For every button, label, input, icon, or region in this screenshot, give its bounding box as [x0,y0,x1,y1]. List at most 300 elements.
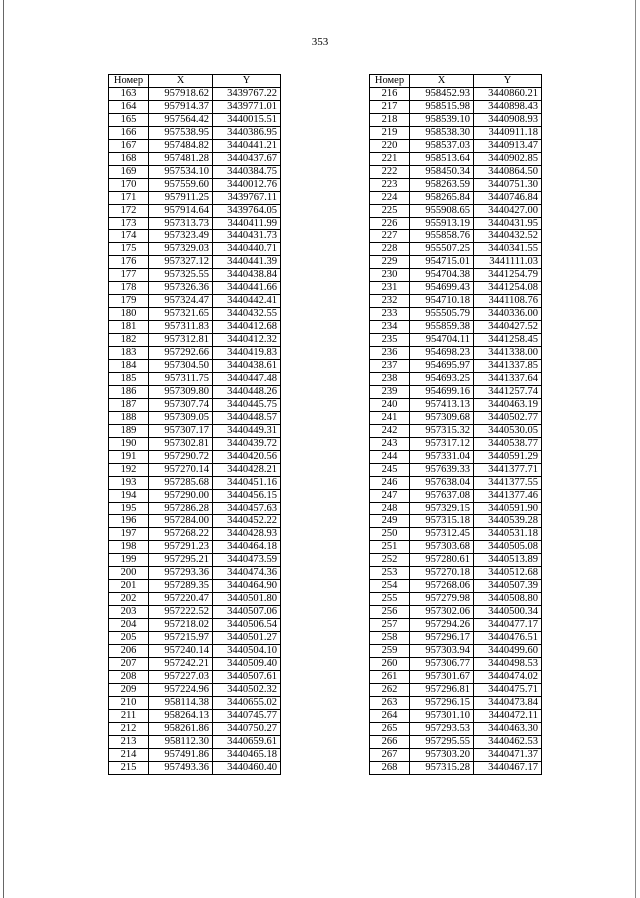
cell-x: 958537.03 [410,139,474,152]
cell-y: 3440384.75 [213,165,281,178]
cell-y: 3440507.61 [213,670,281,683]
cell-y: 3440476.51 [474,632,542,645]
table-row [370,282,542,295]
cell-number: 245 [370,463,410,476]
table-row [370,606,542,619]
cell-y: 3440750.27 [213,722,281,735]
cell-number: 189 [109,424,149,437]
cell-x: 957279.98 [410,593,474,606]
cell-number: 218 [370,113,410,126]
cell-number: 185 [109,372,149,385]
table-row [109,580,281,593]
table-row [370,334,542,347]
cell-x: 957911.25 [149,191,213,204]
table-row [109,113,281,126]
cell-number: 227 [370,230,410,243]
cell-number: 173 [109,217,149,230]
cell-x: 954699.43 [410,282,474,295]
cell-x: 957304.50 [149,360,213,373]
cell-x: 957227.03 [149,670,213,683]
table-row [109,230,281,243]
table-row [370,528,542,541]
table-row [109,722,281,735]
table-row [370,191,542,204]
cell-x: 958265.84 [410,191,474,204]
cell-number: 230 [370,269,410,282]
cell-y: 3440472.11 [474,709,542,722]
cell-x: 958264.13 [149,709,213,722]
cell-y: 3440015.51 [213,113,281,126]
coordinates-table-right [369,74,542,775]
cell-number: 215 [109,761,149,774]
cell-y: 3440431.73 [213,230,281,243]
cell-number: 191 [109,450,149,463]
table-row [109,437,281,450]
cell-number: 197 [109,528,149,541]
cell-x: 957313.73 [149,217,213,230]
cell-x: 957295.21 [149,554,213,567]
table-row [370,683,542,696]
table-row [109,735,281,748]
cell-x: 957302.06 [410,606,474,619]
cell-y: 3440531.18 [474,528,542,541]
cell-x: 957268.06 [410,580,474,593]
cell-y: 3440505.08 [474,541,542,554]
cell-y: 3440411.99 [213,217,281,230]
cell-number: 226 [370,217,410,230]
cell-number: 214 [109,748,149,761]
table-row [109,217,281,230]
cell-x: 957296.15 [410,696,474,709]
cell-number: 252 [370,554,410,567]
cell-y: 3441377.71 [474,463,542,476]
cell-x: 957317.12 [410,437,474,450]
table-row [109,709,281,722]
cell-number: 207 [109,657,149,670]
cell-x: 957268.22 [149,528,213,541]
cell-number: 211 [109,709,149,722]
cell-x: 958515.98 [410,100,474,113]
cell-y: 3440508.80 [474,593,542,606]
table-row [370,256,542,269]
cell-x: 955507.25 [410,243,474,256]
table-row [109,295,281,308]
cell-y: 3440501.80 [213,593,281,606]
cell-y: 3440908.93 [474,113,542,126]
cell-number: 249 [370,515,410,528]
cell-x: 955908.65 [410,204,474,217]
cell-number: 247 [370,489,410,502]
cell-number: 236 [370,347,410,360]
cell-x: 958263.59 [410,178,474,191]
cell-number: 253 [370,567,410,580]
cell-x: 955505.79 [410,308,474,321]
table-row [109,100,281,113]
cell-y: 3440591.90 [474,502,542,515]
cell-y: 3440438.84 [213,269,281,282]
cell-x: 957218.02 [149,619,213,632]
cell-number: 163 [109,88,149,101]
cell-number: 223 [370,178,410,191]
cell-number: 262 [370,683,410,696]
cell-number: 222 [370,165,410,178]
cell-y: 3440412.68 [213,321,281,334]
cell-number: 224 [370,191,410,204]
cell-number: 200 [109,567,149,580]
cell-x: 957220.47 [149,593,213,606]
cell-y: 3440745.77 [213,709,281,722]
cell-y: 3440477.17 [474,619,542,632]
cell-x: 957291.23 [149,541,213,554]
cell-number: 267 [370,748,410,761]
table-row [370,347,542,360]
table-row [370,424,542,437]
cell-x: 957290.72 [149,450,213,463]
cell-y: 3440591.29 [474,450,542,463]
table-row [109,243,281,256]
table-row [109,165,281,178]
cell-x: 957309.68 [410,411,474,424]
cell-x: 957303.68 [410,541,474,554]
table-row [109,88,281,101]
table-row [109,528,281,541]
cell-x: 958114.38 [149,696,213,709]
cell-y: 3441254.08 [474,282,542,295]
table-row [370,243,542,256]
cell-number: 196 [109,515,149,528]
cell-y: 3440898.43 [474,100,542,113]
cell-number: 259 [370,644,410,657]
cell-x: 957331.04 [410,450,474,463]
cell-y: 3441338.00 [474,347,542,360]
cell-y: 3440336.00 [474,308,542,321]
table-row [109,657,281,670]
table-row [370,632,542,645]
cell-number: 168 [109,152,149,165]
table-row [109,139,281,152]
cell-y: 3440860.21 [474,88,542,101]
cell-number: 229 [370,256,410,269]
cell-y: 3440512.68 [474,567,542,580]
table-row [370,463,542,476]
cell-y: 3440507.06 [213,606,281,619]
table-row [109,567,281,580]
cell-y: 3440449.31 [213,424,281,437]
cell-x: 957481.28 [149,152,213,165]
cell-x: 957303.94 [410,644,474,657]
table-row [370,502,542,515]
header-x: X [410,75,474,88]
cell-number: 167 [109,139,149,152]
table-row [370,709,542,722]
table-row [109,476,281,489]
cell-y: 3440457.63 [213,502,281,515]
cell-y: 3440456.15 [213,489,281,502]
cell-number: 237 [370,360,410,373]
table-row [370,593,542,606]
table-row [109,204,281,217]
cell-number: 190 [109,437,149,450]
table-header-row [370,75,542,88]
cell-y: 3440452.22 [213,515,281,528]
table-row [109,152,281,165]
cell-y: 3440447.48 [213,372,281,385]
table-row [109,489,281,502]
table-row [109,178,281,191]
cell-x: 957290.00 [149,489,213,502]
cell-x: 958112.30 [149,735,213,748]
table-row [370,230,542,243]
cell-x: 957413.13 [410,398,474,411]
cell-number: 219 [370,126,410,139]
table-row [370,580,542,593]
cell-x: 957323.49 [149,230,213,243]
cell-y: 3440538.77 [474,437,542,450]
cell-x: 958452.93 [410,88,474,101]
cell-number: 268 [370,761,410,774]
table-row [109,761,281,774]
table-row [109,334,281,347]
cell-y: 3440504.10 [213,644,281,657]
cell-y: 3440431.95 [474,217,542,230]
cell-x: 957918.62 [149,88,213,101]
table-row [370,476,542,489]
table-row [370,567,542,580]
table-row [370,761,542,774]
cell-y: 3440432.55 [213,308,281,321]
cell-x: 957311.75 [149,372,213,385]
table-row [109,606,281,619]
cell-x: 954704.38 [410,269,474,282]
cell-y: 3440659.61 [213,735,281,748]
cell-number: 182 [109,334,149,347]
cell-x: 954710.18 [410,295,474,308]
cell-x: 957301.67 [410,670,474,683]
cell-number: 169 [109,165,149,178]
cell-x: 957286.28 [149,502,213,515]
cell-y: 3440442.41 [213,295,281,308]
cell-y: 3440499.60 [474,644,542,657]
cell-x: 957914.64 [149,204,213,217]
table-row [109,256,281,269]
cell-x: 957242.21 [149,657,213,670]
cell-x: 957296.81 [410,683,474,696]
cell-number: 266 [370,735,410,748]
cell-x: 957285.68 [149,476,213,489]
cell-x: 957224.96 [149,683,213,696]
cell-y: 3440440.71 [213,243,281,256]
cell-y: 3440500.34 [474,606,542,619]
cell-y: 3441254.79 [474,269,542,282]
cell-x: 957638.04 [410,476,474,489]
cell-y: 3439767.22 [213,88,281,101]
cell-x: 957315.18 [410,515,474,528]
cell-y: 3439771.01 [213,100,281,113]
cell-y: 3440012.76 [213,178,281,191]
table-row [370,385,542,398]
cell-y: 3440420.56 [213,450,281,463]
cell-y: 3440427.52 [474,321,542,334]
cell-number: 174 [109,230,149,243]
cell-number: 212 [109,722,149,735]
cell-y: 3440438.61 [213,360,281,373]
cell-x: 957327.12 [149,256,213,269]
table-row [370,139,542,152]
table-row [370,100,542,113]
cell-y: 3440341.55 [474,243,542,256]
cell-number: 178 [109,282,149,295]
table-row [109,619,281,632]
cell-number: 194 [109,489,149,502]
cell-y: 3441337.85 [474,360,542,373]
cell-y: 3440432.52 [474,230,542,243]
cell-x: 957637.08 [410,489,474,502]
cell-number: 256 [370,606,410,619]
cell-number: 254 [370,580,410,593]
cell-number: 179 [109,295,149,308]
cell-number: 165 [109,113,149,126]
cell-y: 3440475.71 [474,683,542,696]
page-edge-right [635,0,636,898]
cell-x: 957329.03 [149,243,213,256]
cell-x: 954698.23 [410,347,474,360]
cell-y: 3440474.02 [474,670,542,683]
cell-number: 201 [109,580,149,593]
cell-x: 957307.74 [149,398,213,411]
cell-number: 172 [109,204,149,217]
cell-number: 204 [109,619,149,632]
cell-number: 202 [109,593,149,606]
cell-number: 250 [370,528,410,541]
cell-x: 957315.32 [410,424,474,437]
cell-number: 193 [109,476,149,489]
table-row [370,295,542,308]
cell-x: 957315.28 [410,761,474,774]
table-row [109,670,281,683]
table-row [370,722,542,735]
cell-number: 238 [370,372,410,385]
table-row [109,502,281,515]
cell-x: 954699.16 [410,385,474,398]
cell-number: 176 [109,256,149,269]
cell-x: 957302.81 [149,437,213,450]
table-row [370,450,542,463]
cell-x: 954695.97 [410,360,474,373]
cell-number: 186 [109,385,149,398]
cell-number: 209 [109,683,149,696]
cell-x: 957295.55 [410,735,474,748]
cell-x: 957312.45 [410,528,474,541]
cell-y: 3440509.40 [213,657,281,670]
cell-x: 957222.52 [149,606,213,619]
cell-y: 3440427.00 [474,204,542,217]
cell-y: 3440473.59 [213,554,281,567]
cell-number: 257 [370,619,410,632]
cell-number: 243 [370,437,410,450]
table-row [370,515,542,528]
cell-number: 235 [370,334,410,347]
cell-y: 3440428.93 [213,528,281,541]
cell-x: 957538.95 [149,126,213,139]
table-row [370,269,542,282]
table-row [109,632,281,645]
cell-x: 957293.53 [410,722,474,735]
cell-y: 3440441.39 [213,256,281,269]
cell-number: 233 [370,308,410,321]
cell-number: 198 [109,541,149,554]
cell-x: 957240.14 [149,644,213,657]
cell-x: 954693.25 [410,372,474,385]
cell-y: 3440386.95 [213,126,281,139]
cell-number: 175 [109,243,149,256]
table-row [370,735,542,748]
cell-number: 210 [109,696,149,709]
cell-y: 3440437.67 [213,152,281,165]
header-y: Y [213,75,281,88]
table-row [109,748,281,761]
table-row [109,644,281,657]
cell-y: 3440911.18 [474,126,542,139]
cell-y: 3440502.32 [213,683,281,696]
cell-y: 3440465.18 [213,748,281,761]
table-row [109,360,281,373]
cell-y: 3441258.45 [474,334,542,347]
table-row [370,489,542,502]
cell-y: 3440445.75 [213,398,281,411]
cell-number: 264 [370,709,410,722]
table-row [370,88,542,101]
cell-x: 957493.36 [149,761,213,774]
table-row [370,437,542,450]
table-row [370,554,542,567]
cell-number: 184 [109,360,149,373]
cell-x: 957325.55 [149,269,213,282]
table-row [370,696,542,709]
cell-x: 957215.97 [149,632,213,645]
cell-x: 955858.76 [410,230,474,243]
cell-number: 260 [370,657,410,670]
cell-number: 231 [370,282,410,295]
cell-y: 3440530.05 [474,424,542,437]
cell-y: 3440913.47 [474,139,542,152]
table-row [370,217,542,230]
cell-number: 232 [370,295,410,308]
cell-x: 957321.65 [149,308,213,321]
cell-x: 957280.61 [410,554,474,567]
cell-x: 957311.83 [149,321,213,334]
cell-y: 3440864.50 [474,165,542,178]
page-edge-left [3,0,4,898]
cell-number: 171 [109,191,149,204]
table-row [109,126,281,139]
table-row [370,204,542,217]
cell-y: 3440751.30 [474,178,542,191]
cell-y: 3440464.18 [213,541,281,554]
table-row [109,515,281,528]
cell-number: 177 [109,269,149,282]
cell-x: 958538.30 [410,126,474,139]
cell-y: 3441257.74 [474,385,542,398]
cell-number: 220 [370,139,410,152]
table-row [109,321,281,334]
cell-y: 3440428.21 [213,463,281,476]
table-row [109,424,281,437]
table-row [370,398,542,411]
table-row [370,178,542,191]
cell-y: 3439767.11 [213,191,281,204]
cell-y: 3441337.64 [474,372,542,385]
table-row [109,683,281,696]
